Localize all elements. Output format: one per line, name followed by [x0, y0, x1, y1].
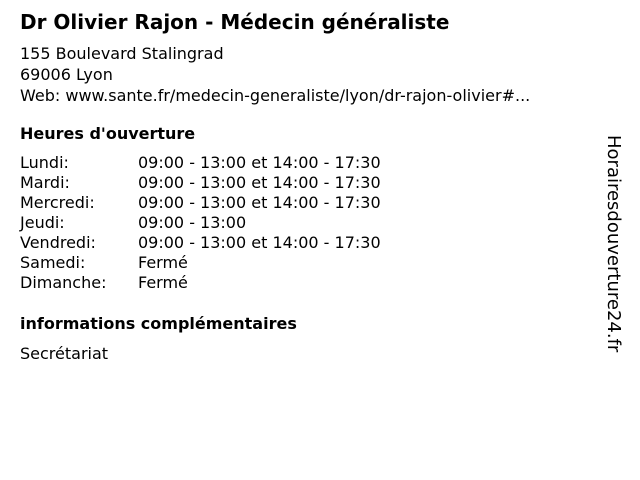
- hours-day: Vendredi:: [20, 233, 96, 252]
- hours-time: 09:00 - 13:00 et 14:00 - 17:30: [138, 173, 381, 192]
- address-street: 155 Boulevard Stalingrad: [20, 44, 224, 63]
- hours-time: 09:00 - 13:00 et 14:00 - 17:30: [138, 153, 381, 172]
- page-title: Dr Olivier Rajon - Médecin généraliste: [20, 10, 450, 34]
- address-web[interactable]: Web: www.sante.fr/medecin-generaliste/lyon/dr-rajon-olivier#...: [20, 86, 531, 105]
- info-text: Secrétariat: [20, 344, 109, 363]
- hours-day: Mardi:: [20, 173, 70, 192]
- hours-day: Dimanche:: [20, 273, 107, 292]
- hours-row-dimanche: [20, 273, 381, 293]
- hours-time: 09:00 - 13:00 et 14:00 - 17:30: [138, 193, 381, 212]
- address-block: [20, 43, 530, 106]
- address-city: 69006 Lyon: [20, 65, 113, 84]
- hours-day: Lundi:: [20, 153, 69, 172]
- hours-time: Fermé: [138, 273, 188, 292]
- hours-day: Samedi:: [20, 253, 86, 272]
- opening-hours-table: [20, 153, 381, 293]
- hours-time: 09:00 - 13:00: [138, 213, 247, 232]
- hours-row-mercredi: [20, 193, 381, 213]
- hours-day: Jeudi:: [20, 213, 65, 232]
- hours-day: Mercredi:: [20, 193, 95, 212]
- hours-heading: Heures d'ouverture: [20, 124, 196, 143]
- hours-row-lundi: [20, 153, 381, 173]
- hours-row-jeudi: [20, 213, 381, 233]
- hours-time: Fermé: [138, 253, 188, 272]
- hours-row-samedi: [20, 253, 381, 273]
- hours-row-mardi: [20, 173, 381, 193]
- info-heading: informations complémentaires: [20, 314, 297, 333]
- hours-time: 09:00 - 13:00 et 14:00 - 17:30: [138, 233, 381, 252]
- site-watermark: Horairesdouverture24.fr: [603, 135, 624, 353]
- hours-row-vendredi: [20, 233, 381, 253]
